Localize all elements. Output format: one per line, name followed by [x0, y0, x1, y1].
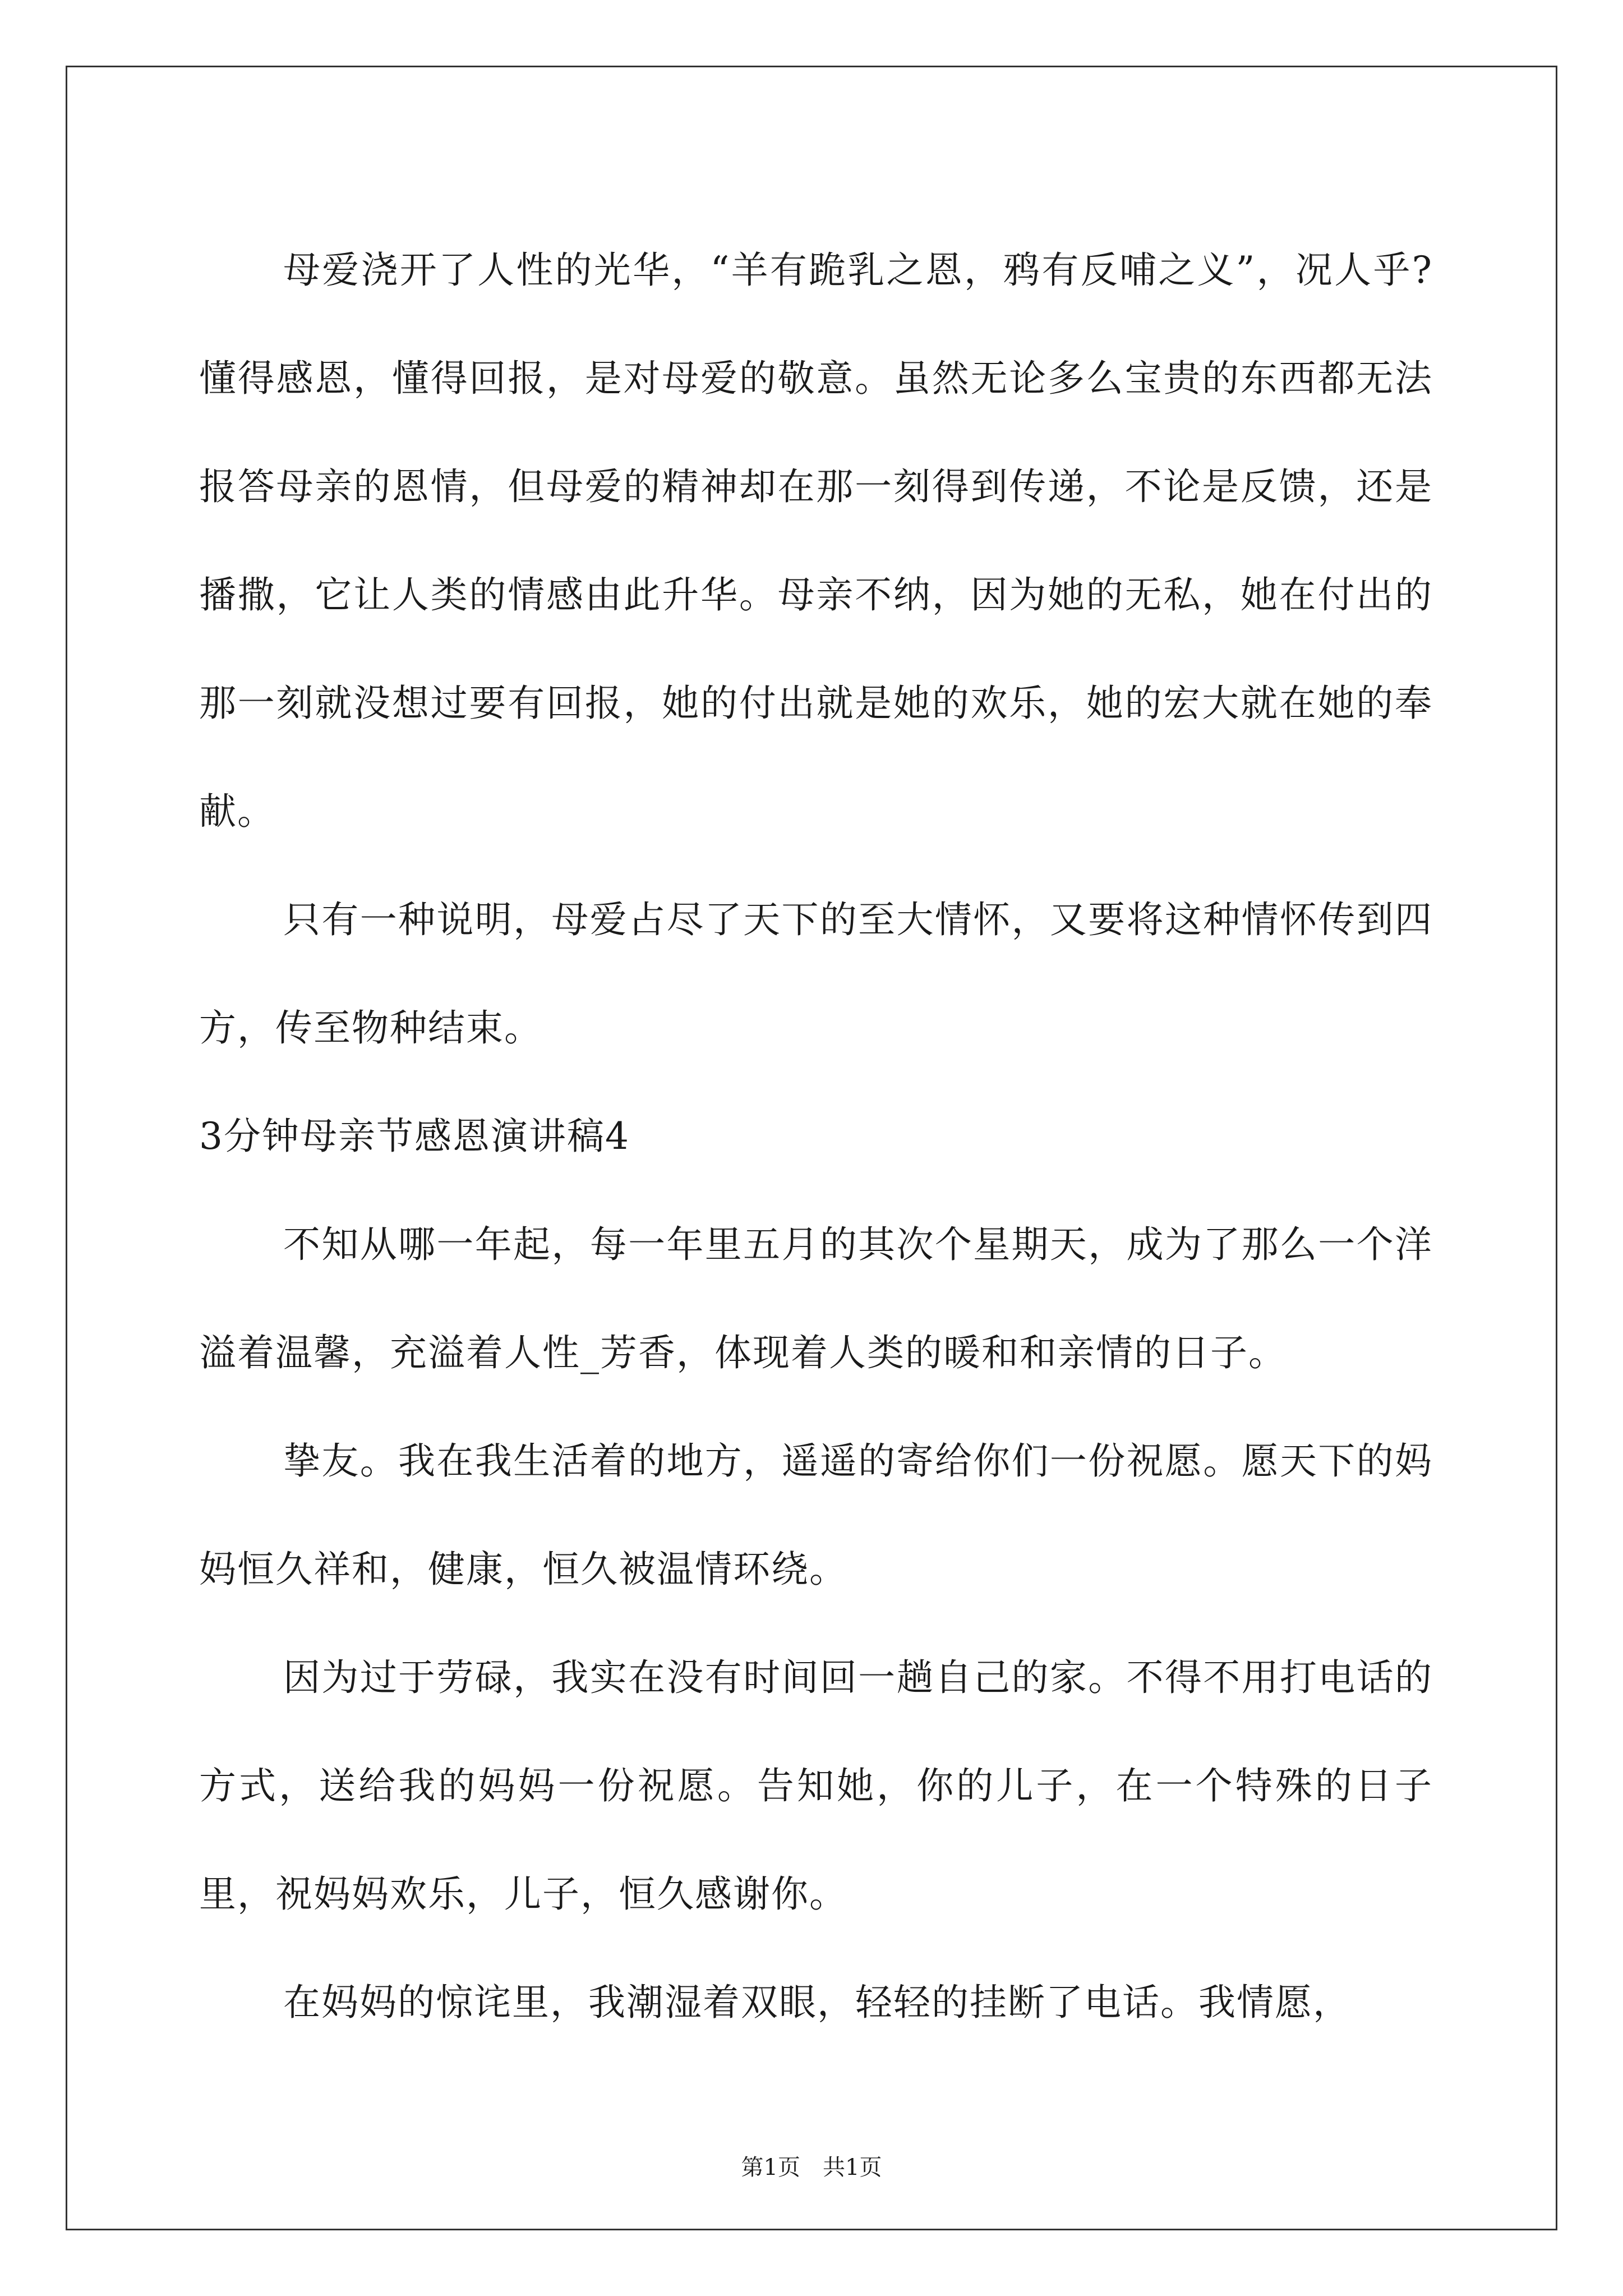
page-footer: 第1页 共1页: [741, 2155, 882, 2180]
document-body: [199, 216, 1433, 2056]
paragraph: 只有一种说明，母爱占尽了天下的至大情怀，又要将这种情怀传到四方，传至物种结束。: [199, 898, 1433, 1050]
paragraph: 挚友。我在我生活着的地方，遥遥的寄给你们一份祝愿。愿天下的妈妈恒久祥和，健康，恒久被温情环绕。: [199, 1439, 1433, 1591]
paragraph: 在妈妈的惊诧里，我潮湿着双眼，轻轻的挂断了电话。我情愿，: [283, 1981, 1351, 2024]
paragraph: 母爱浇开了人性的光华，“羊有跪乳之恩，鸦有反哺之义”，况人乎?懂得感恩，懂得回报，是对母爱的敬意。虽然无论多么宝贵的东西都无法报答母亲的恩情，但母爱的精神却在那一刻得到传递，不论是反馈，还是播撒，它让人类的情感由此升华。母亲不纳，因为她的无私，她在付出的那一刻就没想过要有回报，她的付出就是她的欢乐，她的宏大就在她的奉献。: [199, 249, 1433, 833]
paragraph: 因为过于劳碌，我实在没有时间回一趟自己的家。不得不用打电话的方式，送给我的妈妈一份祝愿。告知她，你的儿子，在一个特殊的日子里，祝妈妈欢乐，儿子，恒久感谢你。: [199, 1656, 1433, 1916]
section-heading: 3分钟母亲节感恩演讲稿4: [199, 1115, 630, 1158]
paragraph: 不知从哪一年起，每一年里五月的其次个星期天，成为了那么一个洋溢着温馨，充溢着人性_芳香，体现着人类的暖和和亲情的日子。: [199, 1223, 1433, 1374]
